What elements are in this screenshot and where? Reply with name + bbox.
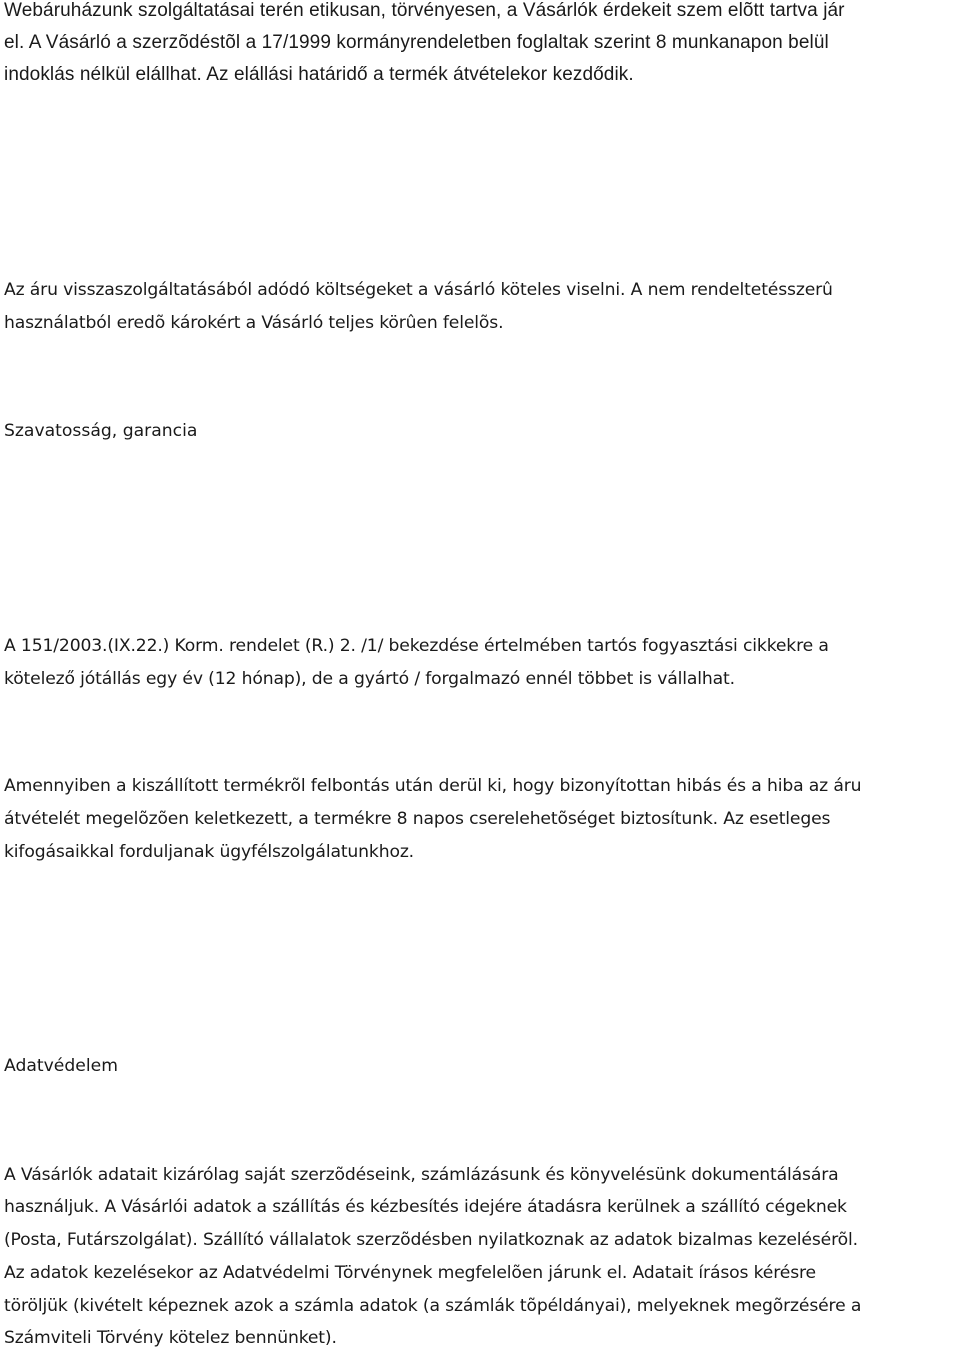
text-line: átvételét megelõzõen keletkezett, a termékre 8 napos cserelehetõséget biztosítunk. Az esetleges: [4, 809, 831, 829]
text-line: el. A Vásárló a szerzõdéstõl a 17/1999 kormányrendeletben foglaltak szerint 8 munkanapon belül: [4, 32, 829, 53]
section-heading-warranty: Szavatosság, garancia: [4, 421, 198, 441]
text-line: kötelező jótállás egy év (12 hónap), de a gyártó / forgalmazó ennél többet is vállalhat.: [4, 669, 735, 689]
text-line: Webáruházunk szolgáltatásai terén etikusan, törvényesen, a Vásárlók érdekeit szem elõtt tartva jár: [4, 0, 845, 21]
text-line: indoklás nélkül elállhat. Az elállási határidő a termék átvételekor kezdődik.: [4, 64, 634, 85]
section-heading-privacy: Adatvédelem: [4, 1056, 118, 1076]
text-line: A 151/2003.(IX.22.) Korm. rendelet (R.) 2. /1/ bekezdése értelmében tartós fogyasztási cikkekre a: [4, 636, 829, 656]
text-line: A Vásárlók adatait kizárólag saját szerzõdéseink, számlázásunk és könyvelésünk dokumentálására: [4, 1165, 839, 1185]
text-line: Az adatok kezelésekor az Adatvédelmi Törvénynek megfelelõen járunk el. Adatait írásos kérésre: [4, 1263, 816, 1283]
text-line: használjuk. A Vásárlói adatok a szállítás és kézbesítés idejére átadásra kerülnek a szállító cégeknek: [4, 1197, 847, 1217]
text-line: kifogásaikkal forduljanak ügyfélszolgálatunkhoz.: [4, 842, 414, 862]
text-line: (Posta, Futárszolgálat). Szállító vállalatok szerzõdésben nyilatkoznak az adatok bizalmas kezelésérõl.: [4, 1230, 858, 1250]
text-line: Az áru visszaszolgáltatásából adódó költségeket a vásárló köteles viselni. A nem rendeltetésszerû: [4, 280, 833, 300]
text-line: töröljük (kivételt képeznek azok a számla adatok (a számlák tõpéldányai), melyeknek megõrzésére a: [4, 1296, 862, 1316]
text-line: Amennyiben a kiszállított termékrõl felbontás után derül ki, hogy bizonyítottan hibás és a hiba az áru: [4, 776, 862, 796]
text-line: Számviteli Törvény kötelez bennünket).: [4, 1328, 337, 1348]
text-line: használatból eredõ károkért a Vásárló teljes körûen felelõs.: [4, 313, 504, 333]
